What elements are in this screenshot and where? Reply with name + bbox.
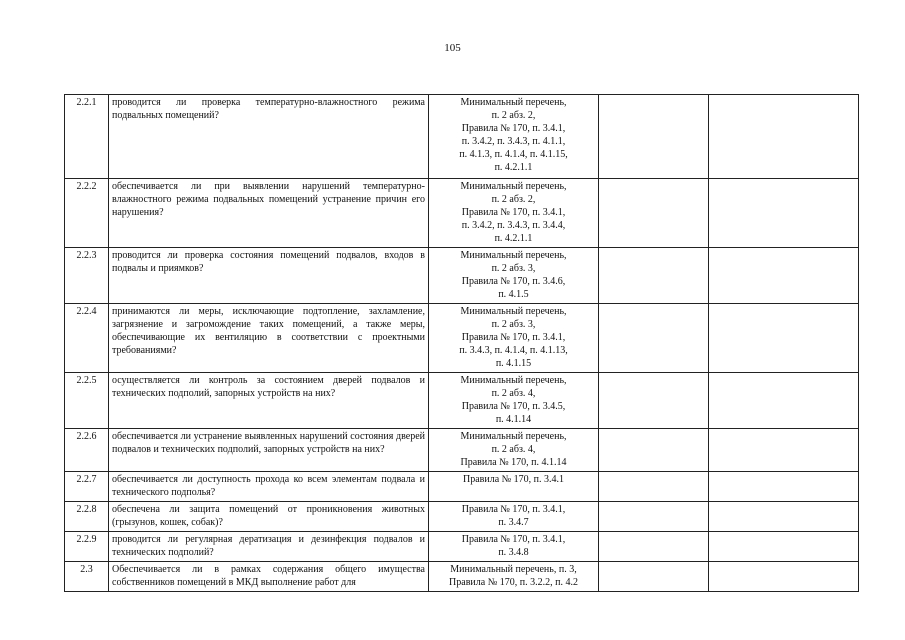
item-number: 2.2.5 <box>65 373 109 429</box>
question-text: проводится ли регулярная дератизация и дезинфекция подвалов и технических подполий? <box>109 532 429 562</box>
question-text: Обеспечивается ли в рамках содержания общего имущества собственников помещений в МКД выполнение работ для <box>109 562 429 592</box>
reference-line: п. 3.4.2, п. 3.4.3, п. 4.1.1, <box>461 136 566 147</box>
question-text: обеспечивается ли при выявлении нарушений температурно-влажностного режима подвальных помещений устранение причин его нарушения? <box>109 179 429 248</box>
table-body <box>65 95 859 592</box>
table-row <box>65 304 859 373</box>
table-row <box>65 248 859 304</box>
legal-reference <box>429 472 599 502</box>
table-row <box>65 179 859 248</box>
table-row <box>65 429 859 472</box>
item-number: 2.2.7 <box>65 472 109 502</box>
item-number: 2.2.3 <box>65 248 109 304</box>
reference-line: Правила № 170, п. 3.4.1, <box>461 207 566 218</box>
answer-cell[interactable] <box>599 562 709 592</box>
reference-line: Минимальный перечень, <box>460 97 567 108</box>
reference-line: Минимальный перечень, <box>460 181 567 192</box>
answer-cell[interactable] <box>599 304 709 373</box>
reference-line: Правила № 170, п. 3.2.2, п. 4.2 <box>449 577 578 588</box>
note-cell[interactable] <box>709 429 859 472</box>
reference-line: Правила № 170, п. 3.4.1, <box>461 123 566 134</box>
table-row <box>65 562 859 592</box>
reference-line: п. 2 абз. 2, <box>491 110 536 121</box>
table-row <box>65 373 859 429</box>
legal-reference <box>429 248 599 304</box>
note-cell[interactable] <box>709 562 859 592</box>
question-text: обеспечивается ли доступность прохода ко всем элементам подвала и технического подполья? <box>109 472 429 502</box>
answer-cell[interactable] <box>599 248 709 304</box>
legal-reference <box>429 304 599 373</box>
item-number: 2.2.1 <box>65 95 109 179</box>
reference-line: Правила № 170, п. 3.4.6, <box>461 276 566 287</box>
note-cell[interactable] <box>709 472 859 502</box>
legal-reference <box>429 532 599 562</box>
answer-cell[interactable] <box>599 502 709 532</box>
answer-cell[interactable] <box>599 532 709 562</box>
item-number: 2.2.8 <box>65 502 109 532</box>
answer-cell[interactable] <box>599 429 709 472</box>
reference-line: Правила № 170, п. 3.4.5, <box>461 401 566 412</box>
legal-reference <box>429 95 599 179</box>
reference-line: Минимальный перечень, <box>460 306 567 317</box>
page-number: 105 <box>444 42 461 54</box>
reference-line: Минимальный перечень, <box>460 375 567 386</box>
legal-reference <box>429 502 599 532</box>
reference-line: п. 4.1.14 <box>495 414 532 425</box>
item-number: 2.2.6 <box>65 429 109 472</box>
table-row <box>65 472 859 502</box>
reference-line: п. 3.4.8 <box>498 547 529 558</box>
question-text: проводится ли проверка температурно-влажностного режима подвальных помещений? <box>109 95 429 179</box>
item-number: 2.2.9 <box>65 532 109 562</box>
reference-line: Минимальный перечень, <box>460 431 567 442</box>
checklist-table <box>64 94 859 592</box>
legal-reference <box>429 179 599 248</box>
answer-cell[interactable] <box>599 373 709 429</box>
note-cell[interactable] <box>709 248 859 304</box>
reference-line: п. 4.2.1.1 <box>494 162 533 173</box>
note-cell[interactable] <box>709 304 859 373</box>
reference-line: Минимальный перечень, <box>460 250 567 261</box>
table-row <box>65 95 859 179</box>
question-text: принимаются ли меры, исключающие подтопление, захламление, загрязнение и загромождение таких помещений, а также меры, обеспечивающие их вентиляцию в соответствии с проектными требованиями? <box>109 304 429 373</box>
table-row <box>65 532 859 562</box>
answer-cell[interactable] <box>599 472 709 502</box>
question-text: осуществляется ли контроль за состоянием дверей подвалов и технических подполий, запорных устройств на них? <box>109 373 429 429</box>
table-row <box>65 502 859 532</box>
reference-line: п. 4.1.3, п. 4.1.4, п. 4.1.15, <box>459 149 568 160</box>
reference-line: п. 2 абз. 2, <box>491 194 536 205</box>
legal-reference <box>429 562 599 592</box>
reference-line: Правила № 170, п. 3.4.1, <box>461 534 566 545</box>
legal-reference <box>429 429 599 472</box>
question-text: проводится ли проверка состояния помещений подвалов, входов в подвалы и приямков? <box>109 248 429 304</box>
note-cell[interactable] <box>709 179 859 248</box>
reference-line: п. 4.1.15 <box>495 358 532 369</box>
reference-line: Правила № 170, п. 3.4.1, <box>461 332 566 343</box>
question-text: обеспечивается ли устранение выявленных нарушений состояния дверей подвалов и технических подполий, запорных устройств на них? <box>109 429 429 472</box>
reference-line: Правила № 170, п. 4.1.14 <box>460 457 567 468</box>
answer-cell[interactable] <box>599 95 709 179</box>
reference-line: п. 3.4.7 <box>498 517 529 528</box>
item-number: 2.2.2 <box>65 179 109 248</box>
answer-cell[interactable] <box>599 179 709 248</box>
reference-line: Правила № 170, п. 3.4.1, <box>461 504 566 515</box>
reference-line: Минимальный перечень, п. 3, <box>450 564 577 575</box>
reference-line: п. 2 абз. 3, <box>491 319 536 330</box>
note-cell[interactable] <box>709 95 859 179</box>
item-number: 2.3 <box>65 562 109 592</box>
reference-line: п. 2 абз. 4, <box>491 388 536 399</box>
note-cell[interactable] <box>709 532 859 562</box>
note-cell[interactable] <box>709 373 859 429</box>
reference-line: п. 2 абз. 4, <box>491 444 536 455</box>
item-number: 2.2.4 <box>65 304 109 373</box>
reference-line: Правила № 170, п. 3.4.1 <box>462 474 565 485</box>
question-text: обеспечена ли защита помещений от проникновения животных (грызунов, кошек, собак)? <box>109 502 429 532</box>
note-cell[interactable] <box>709 502 859 532</box>
reference-line: п. 2 абз. 3, <box>491 263 536 274</box>
reference-line: п. 3.4.3, п. 4.1.4, п. 4.1.13, <box>459 345 568 356</box>
reference-line: п. 4.1.5 <box>498 289 529 300</box>
reference-line: п. 3.4.2, п. 3.4.3, п. 3.4.4, <box>461 220 566 231</box>
reference-line: п. 4.2.1.1 <box>494 233 533 244</box>
legal-reference <box>429 373 599 429</box>
